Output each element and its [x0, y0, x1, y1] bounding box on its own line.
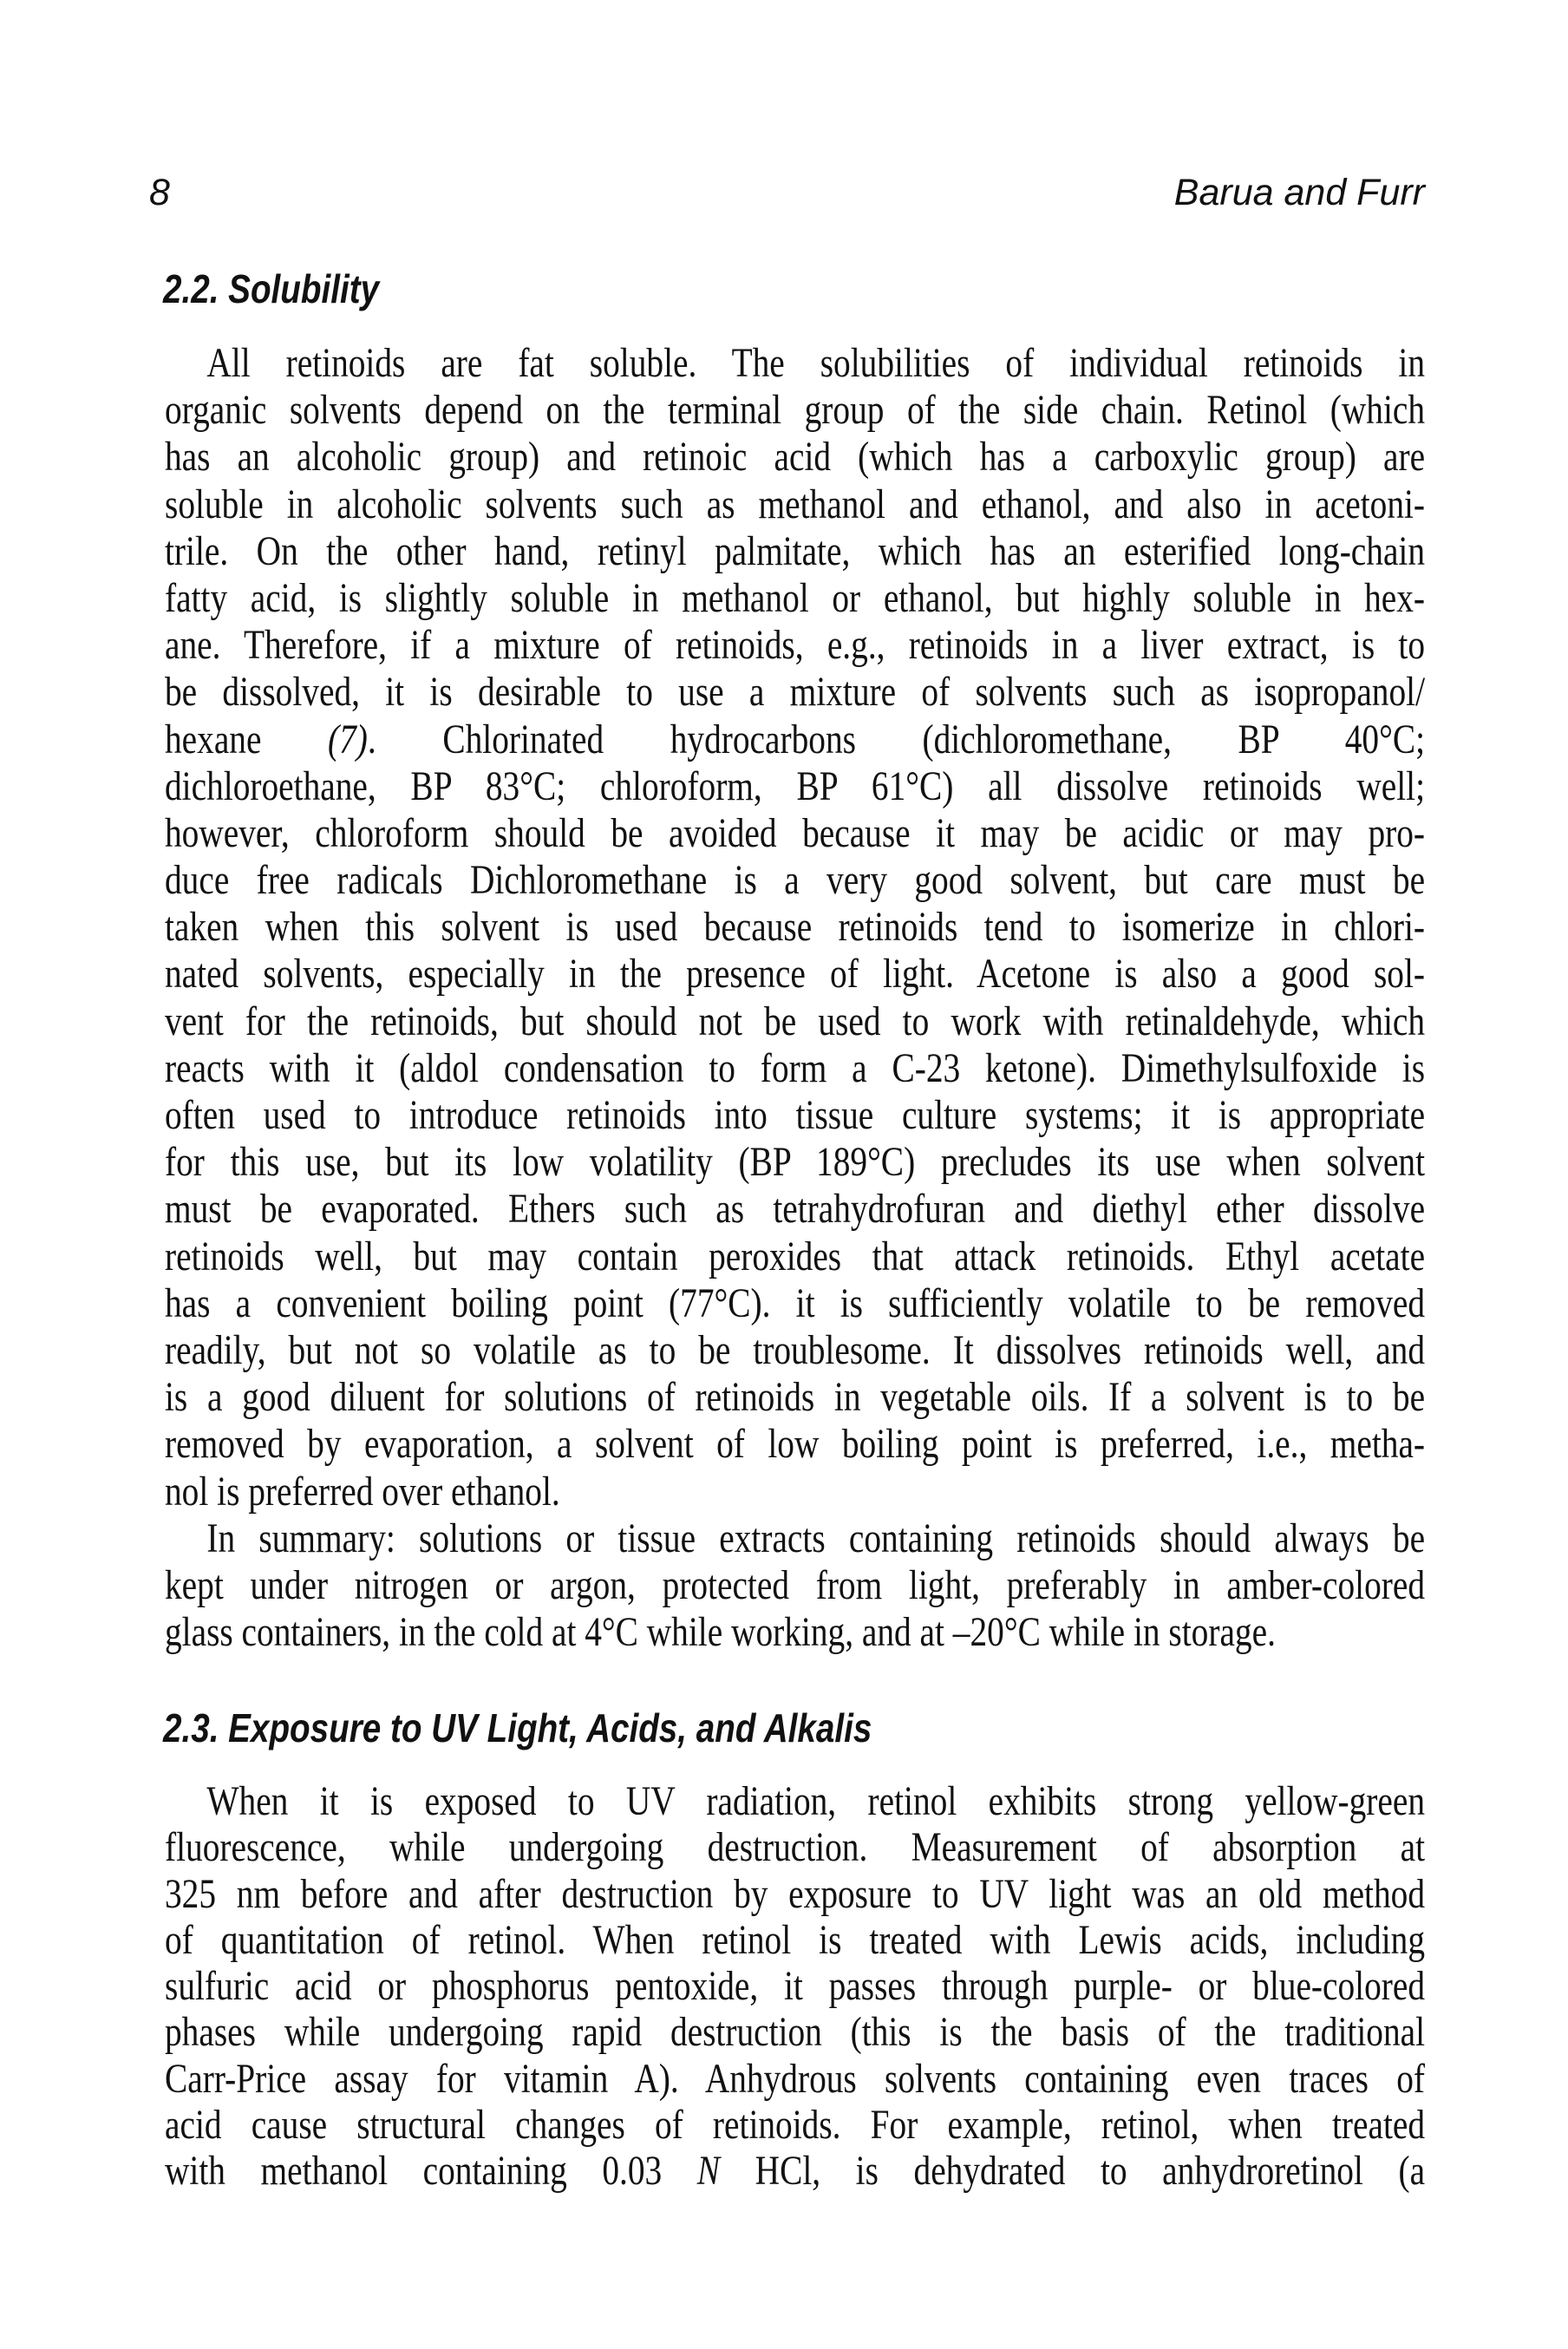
page-number: 8 [149, 172, 170, 213]
text-line: organic solvents depend on the terminal group of the side chain. Retinol (which [165, 387, 1426, 434]
text-line: nated solvents, especially in the presence of light. Acetone is also a good sol- [165, 951, 1426, 998]
text-line: be dissolved, it is desirable to use a mixture of solvents such as isopropanol/ [165, 669, 1426, 716]
text-segment: . Chlorinated hydrocarbons (dichloromethane, BP 40°C; [367, 716, 1426, 762]
text-line: Carr-Price assay for vitamin A). Anhydrous solvents containing even traces of [165, 2055, 1426, 2102]
text-line: must be evaporated. Ethers such as tetrahydrofuran and diethyl ether dissolve [165, 1186, 1426, 1233]
text-line: soluble in alcoholic solvents such as methanol and ethanol, and also in acetoni- [165, 481, 1426, 527]
text-line: vent for the retinoids, but should not be used to work with retinaldehyde, which [165, 998, 1426, 1044]
text-line: reacts with it (aldol condensation to form a C-23 ketone). Dimethylsulfoxide is [165, 1044, 1426, 1091]
text-segment: with methanol containing 0.03 [165, 2148, 697, 2195]
section-heading-solubility: 2.2. Solubility [163, 266, 380, 311]
text-line: taken when this solvent is used because retinoids tend to isomerize in chlori- [165, 904, 1426, 951]
italic-text: (7) [328, 716, 368, 762]
text-line: nol is preferred over ethanol. [165, 1468, 560, 1515]
italic-text: N [696, 2148, 721, 2195]
text-line: fatty acid, is slightly soluble in methanol or ethanol, but highly soluble in hex- [165, 574, 1426, 621]
text-line: When it is exposed to UV radiation, retinol exhibits strong yellow-green [206, 1778, 1426, 1824]
text-segment: hexane [165, 716, 329, 762]
section-body-solubility [165, 340, 1425, 1656]
text-line: In summary: solutions or tissue extracts containing retinoids should always be [206, 1515, 1426, 1561]
text-line: trile. On the other hand, retinyl palmitate, which has an esterified long-chain [165, 527, 1426, 574]
text-line [165, 716, 1425, 763]
text-segment: HCl, is dehydrated to anhydroretinol (a [720, 2148, 1426, 2195]
text-line: glass containers, in the cold at 4°C while working, and at –20°C while in storage. [165, 1609, 1276, 1656]
text-line: has a convenient boiling point (77°C). it is sufficiently volatile to be removed [165, 1279, 1426, 1326]
text-line: often used to introduce retinoids into tissue culture systems; it is appropriate [165, 1092, 1426, 1138]
text-line: All retinoids are fat soluble. The solubilities of individual retinoids in [206, 340, 1426, 386]
text-line: retinoids well, but may contain peroxides that attack retinoids. Ethyl acetate [165, 1233, 1426, 1279]
text-line: sulfuric acid or phosphorus pentoxide, it passes through purple- or blue-colored [165, 1963, 1426, 2010]
text-line: fluorescence, while undergoing destruction. Measurement of absorption at [165, 1824, 1426, 1871]
text-line: for this use, but its low volatility (BP 189°C) precludes its use when solvent [165, 1139, 1426, 1186]
text-line: 325 nm before and after destruction by exposure to UV light was an old method [165, 1870, 1426, 1917]
text-line: ane. Therefore, if a mixture of retinoids, e.g., retinoids in a liver extract, is to [165, 622, 1426, 669]
text-line: removed by evaporation, a solvent of low boiling point is preferred, i.e., metha- [165, 1421, 1426, 1468]
text-line: kept under nitrogen or argon, protected from light, preferably in amber-colored [165, 1561, 1426, 1608]
text-line: duce free radicals Dichloromethane is a very good solvent, but care must be [165, 857, 1426, 904]
section-body-exposure [165, 1778, 1425, 2195]
section-heading-exposure: 2.3. Exposure to UV Light, Acids, and Alkalis [163, 1705, 872, 1750]
text-line: of quantitation of retinol. When retinol is treated with Lewis acids, including [165, 1916, 1426, 1963]
text-line: dichloroethane, BP 83°C; chloroform, BP 61°C) all dissolve retinoids well; [165, 762, 1426, 809]
text-line: readily, but not so volatile as to be troublesome. It dissolves retinoids well, and [165, 1326, 1426, 1373]
text-line [165, 2148, 1425, 2194]
text-line: has an alcoholic group) and retinoic acid (which has a carboxylic group) are [165, 434, 1426, 481]
text-line: however, chloroform should be avoided because it may be acidic or may pro- [165, 809, 1426, 856]
running-head: Barua and Furr [1173, 172, 1425, 213]
text-line: acid cause structural changes of retinoids. For example, retinol, when treated [165, 2102, 1426, 2149]
text-line: is a good diluent for solutions of retinoids in vegetable oils. If a solvent is to be [165, 1374, 1426, 1421]
text-line: phases while undergoing rapid destruction (this is the basis of the traditional [165, 2009, 1426, 2056]
